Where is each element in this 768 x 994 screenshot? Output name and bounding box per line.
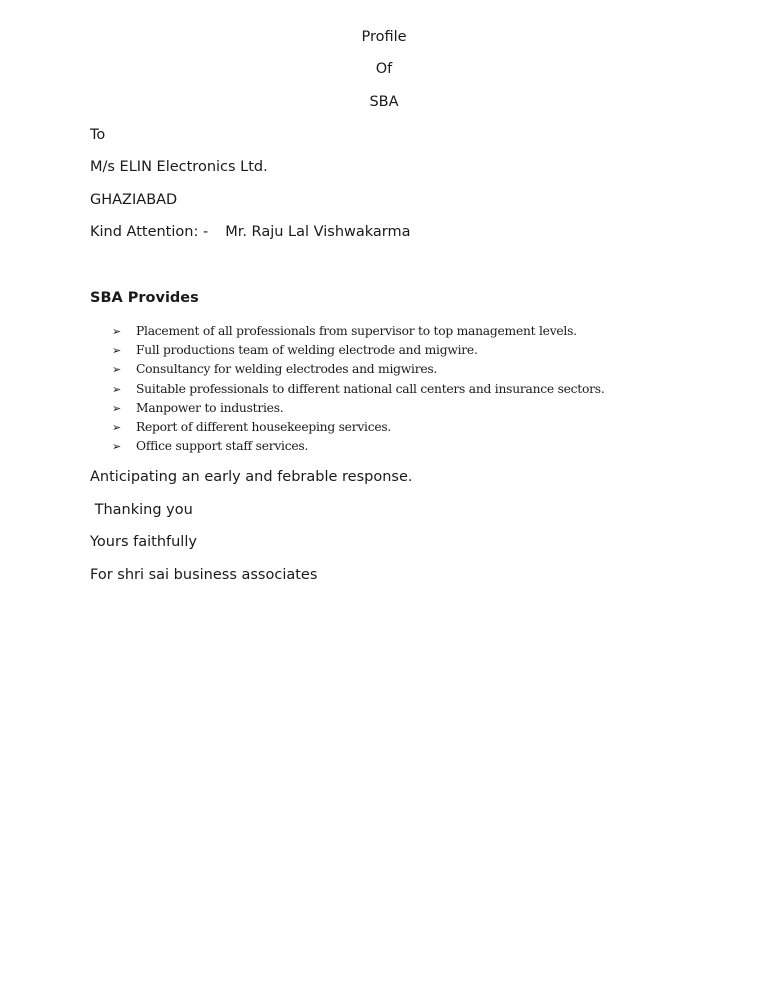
recipient-city: GHAZIABAD [90, 192, 178, 208]
list-item [112, 399, 605, 418]
arrow-bullet-icon: ➢ [112, 363, 121, 377]
recipient-company: M/s ELIN Electronics Ltd. [90, 159, 268, 175]
list-item-text: Suitable professionals to different national call centers and insurance sectors. [136, 381, 605, 396]
list-item [112, 418, 605, 437]
title-profile: Profile [361, 29, 407, 45]
attention-name: Mr. Raju Lal Vishwakarma [225, 224, 411, 240]
title-of: Of [375, 61, 393, 77]
closing-thanking: Thanking you [90, 502, 193, 518]
arrow-bullet-icon: ➢ [112, 440, 121, 454]
list-item-text: Manpower to industries. [136, 400, 284, 415]
list-item-text: Placement of all professionals from supervisor to top management levels. [136, 324, 577, 338]
title-sba: SBA [369, 94, 399, 110]
list-item [112, 322, 605, 341]
list-item [112, 360, 605, 379]
closing-yours: Yours faithfully [90, 534, 197, 550]
services-heading: SBA Provides [90, 290, 199, 306]
arrow-bullet-icon: ➢ [112, 382, 121, 396]
arrow-bullet-icon: ➢ [112, 401, 121, 415]
list-item [112, 380, 605, 399]
closing-signature: For shri sai business associates [90, 567, 318, 583]
arrow-bullet-icon: ➢ [112, 325, 121, 338]
list-item-text: Report of different housekeeping services. [136, 419, 392, 434]
attention-label: Kind Attention: - [90, 224, 209, 240]
arrow-bullet-icon: ➢ [112, 420, 121, 434]
list-item-text: Office support staff services. [136, 439, 309, 454]
closing-anticipating: Anticipating an early and febrable response. [90, 469, 413, 485]
kind-attention [90, 223, 411, 241]
list-item-text: Consultancy for welding electrodes and migwires. [136, 362, 438, 377]
list-item [112, 437, 605, 456]
list-item [112, 341, 605, 360]
arrow-bullet-icon: ➢ [112, 344, 121, 358]
list-item-text: Full productions team of welding electrode and migwire. [136, 343, 478, 358]
services-list [112, 322, 605, 456]
recipient-to: To [90, 127, 106, 143]
